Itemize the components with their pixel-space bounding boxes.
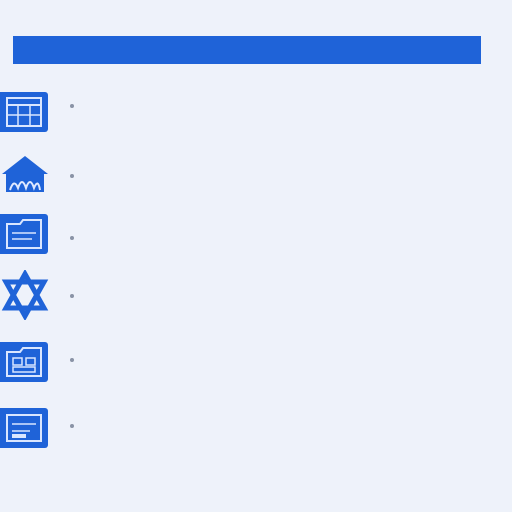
list-item	[0, 342, 512, 402]
list-item	[0, 152, 512, 212]
bullet-dot	[70, 294, 74, 298]
star-of-david-icon	[0, 270, 50, 320]
calendar-grid-icon	[6, 97, 42, 127]
house-icon	[0, 152, 50, 196]
folder-icon	[6, 219, 42, 249]
bullet-dot	[70, 236, 74, 240]
list-item	[0, 92, 512, 152]
bullet-dot	[70, 174, 74, 178]
bullet-dot	[70, 104, 74, 108]
row-icon-box	[0, 408, 48, 448]
list-item	[0, 214, 512, 274]
bullet-dot	[70, 358, 74, 362]
header-banner	[13, 36, 481, 64]
row-icon-box	[0, 152, 50, 196]
page-title	[30, 0, 280, 2]
row-icon-box	[0, 270, 50, 320]
card-icon	[6, 413, 42, 443]
list-item	[0, 408, 512, 468]
row-icon-box	[0, 92, 48, 132]
grid-folder-icon	[6, 347, 42, 377]
row-icon-box	[0, 214, 48, 254]
bullet-dot	[70, 424, 74, 428]
list-item	[0, 270, 512, 330]
row-icon-box	[0, 342, 48, 382]
